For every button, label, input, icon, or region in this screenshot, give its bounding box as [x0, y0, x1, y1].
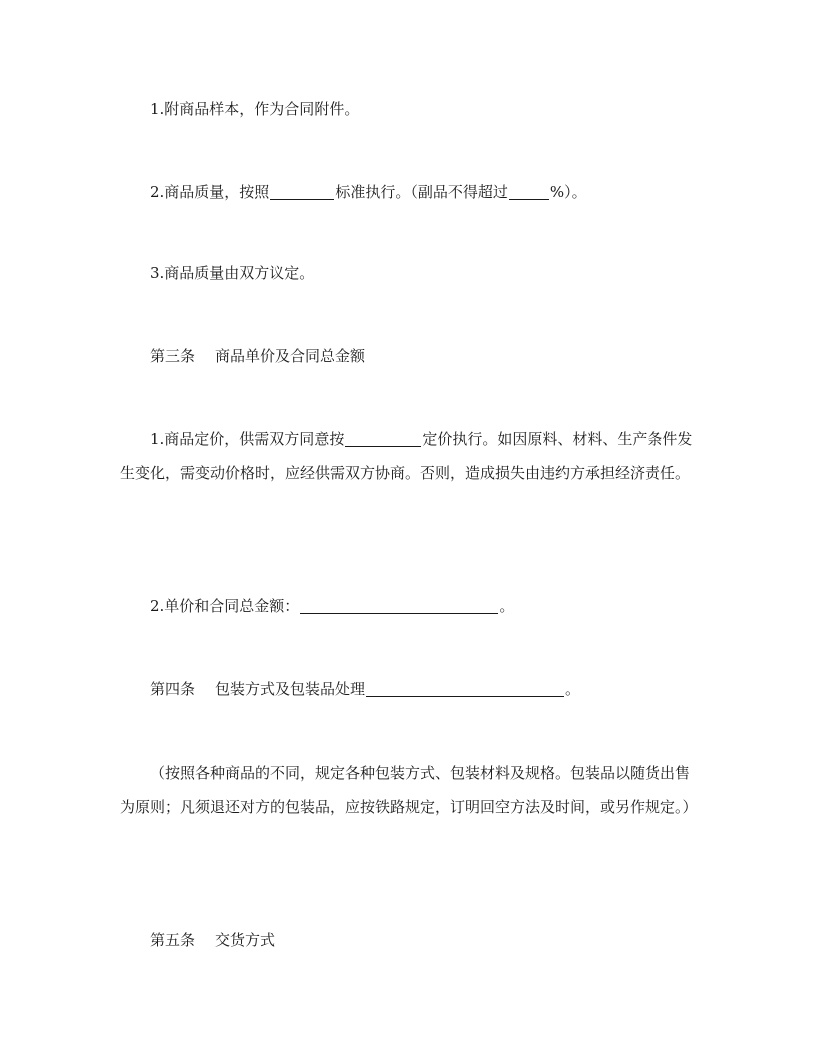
- item-2-text-b: 标准执行。（副品不得超过: [335, 183, 508, 201]
- item-1-text: 1.附商品样本，作为合同附件。: [150, 100, 360, 118]
- article-3-heading: [120, 339, 700, 373]
- item-2-total-amount: [120, 589, 700, 623]
- item-1-pricing-text-a: 1.商品定价，供需双方同意按: [150, 430, 345, 448]
- article-3-title: 商品单价及合同总金额: [215, 347, 366, 365]
- packaging-note-text: （按照各种商品的不同，规定各种包装方式、包装材料及规格。包装品以随货出售为原则；凡须退还对方的包装品，应按铁路规定，订明回空方法及时间，或另作规定。）: [120, 764, 698, 816]
- item-1-pricing: [120, 422, 700, 490]
- item-1-sample: [120, 92, 700, 126]
- article-4-heading: [120, 672, 700, 706]
- article-4-title: 包装方式及包装品处理: [215, 680, 366, 698]
- quality-standard-blank[interactable]: [270, 184, 334, 200]
- item-1-pricing-text-b: 定价执行。如因原料、材料、生产条件发生变化，需变动价格时，应经供需双方协商。否则，造成损失由违约方承担经济责任。: [120, 430, 693, 482]
- article-5-heading: [120, 923, 700, 957]
- packaging-blank[interactable]: [366, 681, 564, 697]
- item-3-text: 3.商品质量由双方议定。: [150, 264, 315, 282]
- total-amount-blank[interactable]: [300, 598, 498, 614]
- defect-percent-blank[interactable]: [509, 184, 549, 200]
- pricing-basis-blank[interactable]: [345, 431, 421, 447]
- item-2-total-text: 2.单价和合同总金额：: [150, 597, 300, 615]
- item-3-quality-agreed: [120, 256, 700, 290]
- item-2-total-end: 。: [499, 597, 515, 615]
- item-2-text-c: %）。: [549, 183, 587, 201]
- article-5-title: 交货方式: [215, 931, 276, 949]
- article-5-label: 第五条: [150, 931, 196, 949]
- article-4-end: 。: [565, 680, 581, 698]
- article-3-label: 第三条: [150, 347, 196, 365]
- item-2-text-a: 2.商品质量，按照: [150, 183, 270, 201]
- article-4-label: 第四条: [150, 680, 196, 698]
- item-2-quality: [120, 175, 700, 209]
- packaging-note: [120, 756, 700, 824]
